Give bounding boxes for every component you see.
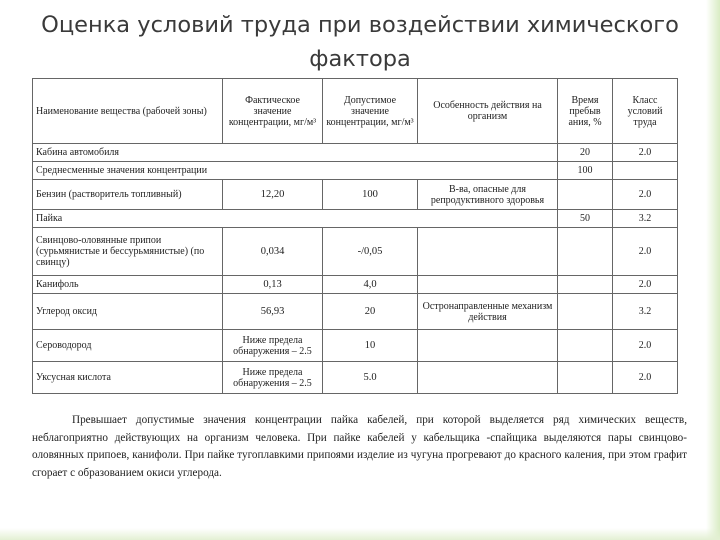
allowed-value: 20: [323, 294, 418, 330]
stay-time-cell: 50: [558, 210, 613, 228]
substance-name: Уксусная кислота: [33, 362, 223, 394]
action-feature: В-ва, опасные для репродуктивного здоровья: [418, 180, 558, 210]
bottom-edge-decoration: [0, 528, 720, 540]
header-work-class: Класс условий труда: [613, 79, 678, 144]
table-header-row: [33, 79, 678, 144]
work-class-cell: 3.2: [613, 294, 678, 330]
action-feature: [418, 362, 558, 394]
page-title: Оценка условий труда при воздействии химического фактора: [41, 12, 679, 72]
section-row-solder: [33, 210, 678, 228]
work-class-cell: 2.0: [613, 362, 678, 394]
stay-time-cell: [558, 228, 613, 276]
substance-name: Канифоль: [33, 276, 223, 294]
section-row-cabin: [33, 144, 678, 162]
work-class-cell: 2.0: [613, 180, 678, 210]
actual-value: 56,93: [223, 294, 323, 330]
action-feature: [418, 276, 558, 294]
allowed-value: -/0,05: [323, 228, 418, 276]
actual-value: 0,13: [223, 276, 323, 294]
table-row-carbon-monoxide: [33, 294, 678, 330]
header-substance-name: Наименование вещества (рабочей зоны): [33, 79, 223, 144]
action-feature: [418, 330, 558, 362]
actual-value: Ниже предела обнаружения – 2.5: [223, 362, 323, 394]
substance-name: Сероводород: [33, 330, 223, 362]
actual-value: 0,034: [223, 228, 323, 276]
section-label: Кабина автомобиля: [33, 144, 558, 162]
work-class-cell: [613, 162, 678, 180]
stay-time-cell: [558, 276, 613, 294]
table-row-rosin: [33, 276, 678, 294]
work-class-cell: 2.0: [613, 228, 678, 276]
substance-name: Углерод оксид: [33, 294, 223, 330]
section-row-average: [33, 162, 678, 180]
header-stay-time: Время пребыв ания, %: [558, 79, 613, 144]
header-actual-value: Фактическое значение концентрации, мг/м³: [223, 79, 323, 144]
allowed-value: 100: [323, 180, 418, 210]
substance-name: Свинцово-оловянные припои (сурьмянистые и бессурьмянистые) (по свинцу): [33, 228, 223, 276]
stay-time-cell: [558, 180, 613, 210]
work-class-cell: 2.0: [613, 276, 678, 294]
stay-time-cell: [558, 294, 613, 330]
table-row-acetic-acid: [33, 362, 678, 394]
chemical-factor-table: [32, 78, 678, 394]
allowed-value: 5.0: [323, 362, 418, 394]
conclusion-paragraph: [32, 412, 687, 482]
table-row-lead-solder: [33, 228, 678, 276]
work-class-cell: 2.0: [613, 144, 678, 162]
right-edge-decoration: [706, 0, 720, 540]
header-action-feature: Особенность действия на организм: [418, 79, 558, 144]
action-feature: [418, 228, 558, 276]
substance-name: Бензин (растворитель топливный): [33, 180, 223, 210]
stay-time-cell: 100: [558, 162, 613, 180]
actual-value: 12,20: [223, 180, 323, 210]
table-row-hydrogen-sulfide: [33, 330, 678, 362]
section-label: Пайка: [33, 210, 558, 228]
table-row-benzin: [33, 180, 678, 210]
allowed-value: 4,0: [323, 276, 418, 294]
action-feature: Остронаправленные механизм действия: [418, 294, 558, 330]
paragraph-text: Превышает допустимые значения концентрации пайка кабелей, при которой выделяется ряд химических веществ, неблагоприятно действующих на организм человека. При пайке кабелей у кабельщика -спайщика выделяются пары свинцово-оловянных припоев, канифоли. При пайке тугоплавкими припоями изделие из чугуна прогревают до красного каления, при этом графит сгорает с образованием окиси углерода.: [32, 414, 687, 479]
allowed-value: 10: [323, 330, 418, 362]
work-class-cell: 3.2: [613, 210, 678, 228]
work-class-cell: 2.0: [613, 330, 678, 362]
stay-time-cell: [558, 362, 613, 394]
section-label: Среднесменные значения концентрации: [33, 162, 558, 180]
stay-time-cell: 20: [558, 144, 613, 162]
actual-value: Ниже предела обнаружения – 2.5: [223, 330, 323, 362]
stay-time-cell: [558, 330, 613, 362]
header-allowed-value: Допустимое значение концентрации, мг/м³: [323, 79, 418, 144]
